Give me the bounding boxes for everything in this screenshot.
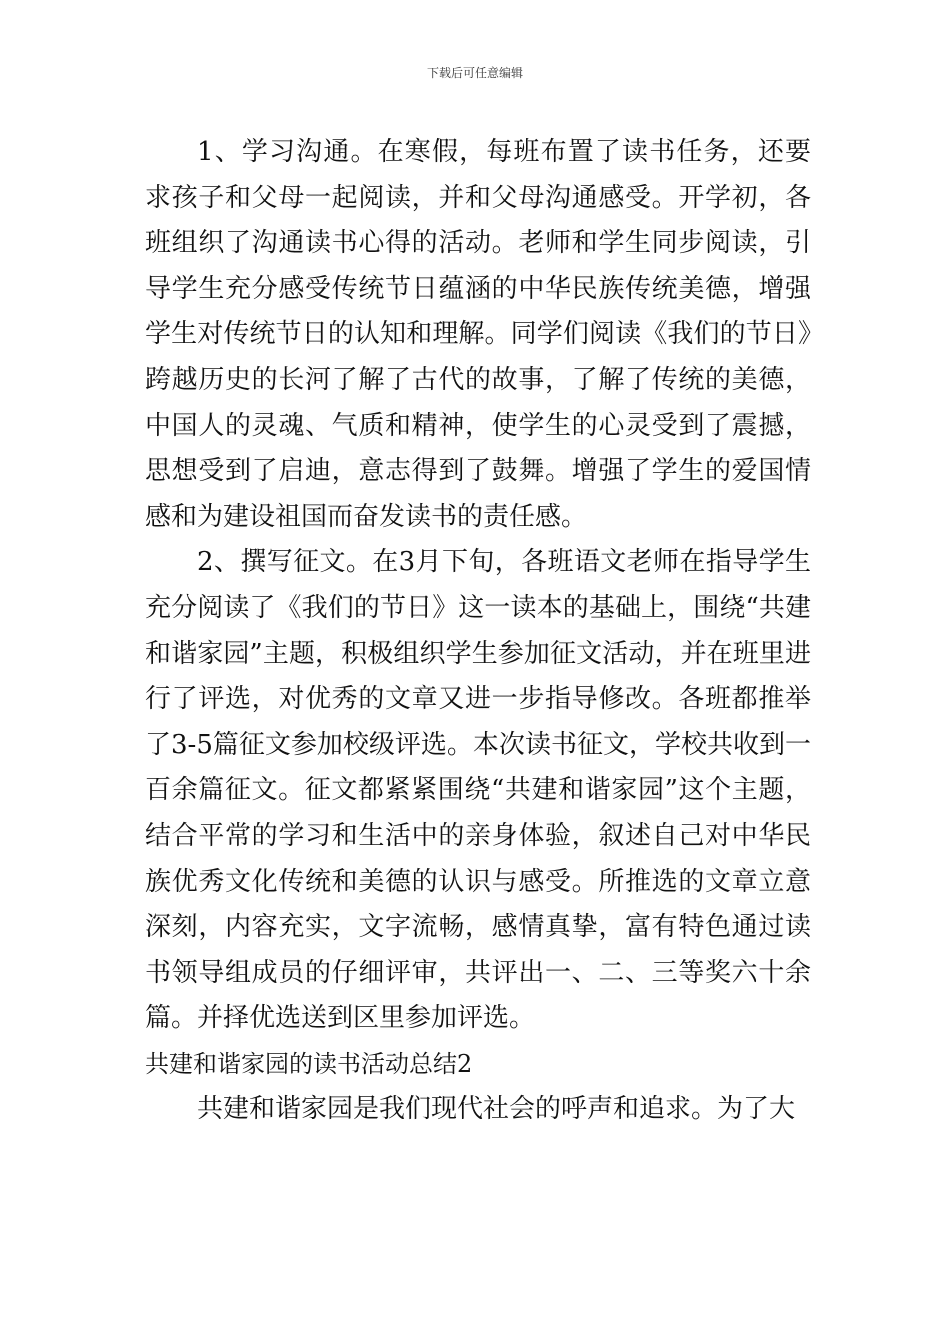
header-note: 下载后可任意编辑	[426, 66, 523, 80]
paragraph-intro: 共建和谐家园是我们现代社会的呼声和追求。为了大	[197, 1094, 796, 1125]
paragraph-essay-writing: 2、撰写征文。在3月下旬，各班语文老师在指导学生充分阅读了《我们的节日》这一读本的基础上，围绕“共建和谐家园”主题，积极组织学生参加征文活动，并在班里进行了评选，对优秀的文章又进一步指导修改。各班都推举了3-5篇征文参加校级评选。本次读书征文，学校共收到一百余篇征文。征文都紧紧围绕“共建和谐家园”这个主题，结合平常的学习和生活中的亲身体验，叙述自己对中华民族优秀文化传统和美德的认识与感受。所推选的文章立意深刻，内容充实，文字流畅，感情真挚，富有特色通过读书领导组成员的仔细评审，共评出一、二、三等奖六十余篇。并择优选送到区里参加评选。	[145, 547, 811, 1034]
paragraph-reading-exchange: 1、学习沟通。在寒假，每班布置了读书任务，还要求孩子和父母一起阅读，并和父母沟通感受。开学初，各班组织了沟通读书心得的活动。老师和学生同步阅读，引导学生充分感受传统节日蕴涵的中华民族传统美德，增强学生对传统节日的认知和理解。同学们阅读《我们的节日》跨越历史的长河了解了古代的故事，了解了传统的美德，中国人的灵魂、气质和精神，使学生的心灵受到了震撼，思想受到了启迪，意志得到了鼓舞。增强了学生的爱国情感和为建设祖国而奋发读书的责任感。	[145, 137, 811, 532]
document-body	[145, 130, 811, 1133]
section-heading: 共建和谐家园的读书活动总结2	[145, 1049, 473, 1078]
